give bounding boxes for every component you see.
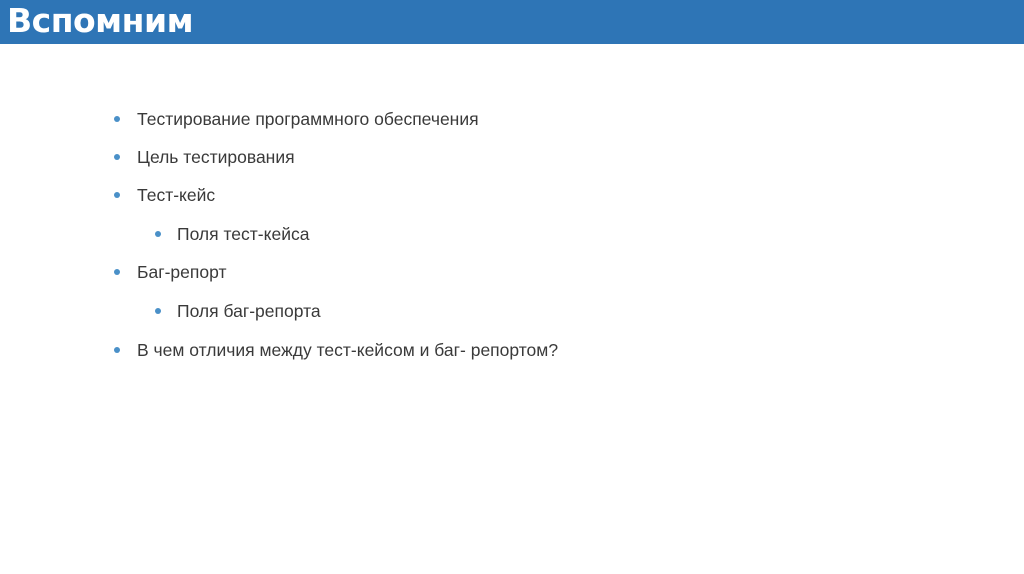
bullet-dot-icon bbox=[114, 154, 120, 160]
slide-title: Вспомним bbox=[7, 1, 194, 40]
bullet-text: Тест-кейс bbox=[137, 185, 216, 205]
bullet-text: Поля баг-репорта bbox=[177, 301, 321, 321]
bullet-dot-icon bbox=[114, 347, 120, 353]
bullet-text: Поля тест-кейса bbox=[177, 224, 310, 244]
bullet-text: Цель тестирования bbox=[137, 147, 295, 167]
bullet-text: В чем отличия между тест-кейсом и баг- репортом? bbox=[137, 340, 559, 360]
bullet-dot-icon bbox=[114, 116, 120, 122]
bullet-dot-icon bbox=[114, 269, 120, 275]
bullet-dot-icon bbox=[155, 308, 161, 314]
bullet-dot-icon bbox=[155, 231, 161, 237]
bullet-dot-icon bbox=[114, 192, 120, 198]
bullet-text: Баг-репорт bbox=[137, 262, 227, 282]
bullet-text: Тестирование программного обеспечения bbox=[137, 109, 479, 129]
